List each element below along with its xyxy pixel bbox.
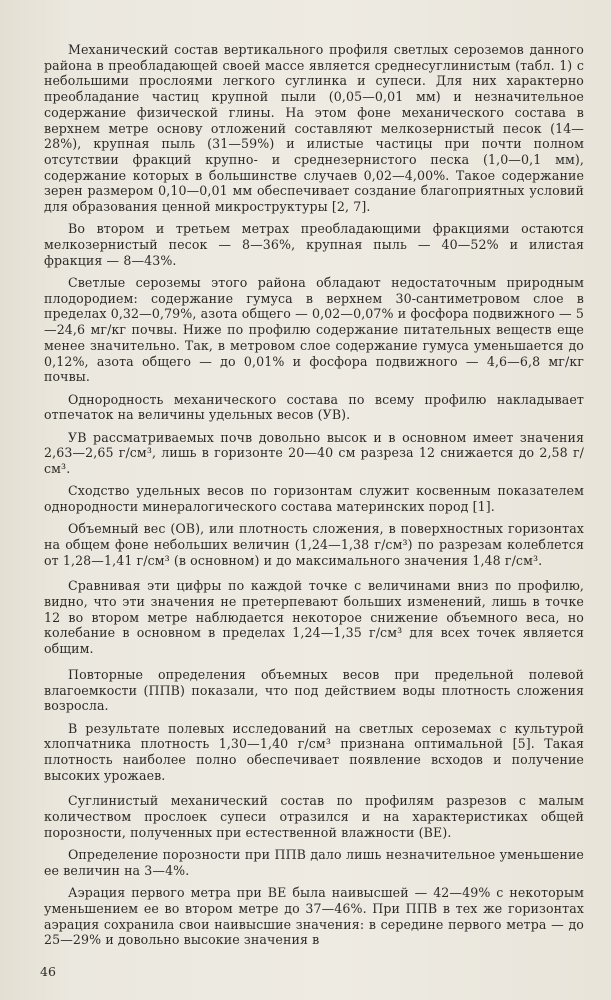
paragraph-bulk-density: Объемный вес (ОВ), или плотность сложения, в поверхностных горизонтах на общем фоне небольших величин (1,24—1,38 г/см³) по разрезам колеблется от 1,28—1,41 г/см³ (в основном) и до максимального значения 1,48 г/см³. xyxy=(44,521,584,568)
paragraph-second-third-meters: Во втором и третьем метрах преобладающими фракциями остаются мелкозернистый песок — 8—36%, крупная пыль — 40—52% и илистая фракция — 8—43%. xyxy=(44,221,584,268)
paragraph-aeration: Аэрация первого метра при ВЕ была наивысшей — 42—49% с некоторым уменьшением ее во втором метре до 37—46%. При ППВ в тех же горизонтах аэрация сохранила свои наивысшие значения: в середине первого метра — до 25—29% и довольно высокие значения в xyxy=(44,885,584,948)
paragraph-porosity: Определение порозности при ППВ дало лишь незначительное уменьшение ее величин на 3—4%. xyxy=(44,847,584,878)
paragraph-repeated-measurements: Повторные определения объемных весов при предельной полевой влагоемкости (ППВ) показали, что под действием воды плотность сложения возросла. xyxy=(44,666,584,714)
paragraph-specific-weight: УВ рассматриваемых почв довольно высок и в основном имеет значения 2,63—2,65 г/см³, лишь в горизонте 20—40 см разреза 12 снижается до 2,58 г/см³. xyxy=(44,429,584,476)
body-text xyxy=(44,42,584,955)
page-number: 46 xyxy=(40,964,56,979)
paragraph-loamy-composition: Суглинистый механический состав по профилям разрезов с малым количеством прослоек супеси отразился и на характеристиках общей порозности, полученных при естественной влажности (ВЕ). xyxy=(44,793,584,840)
paragraph-similarity: Сходство удельных весов по горизонтам служит косвенным показателем однородности минералогического состава материнских пород [1]. xyxy=(44,483,584,514)
paragraph-field-research: В результате полевых исследований на светлых сероземах с культурой хлопчатника плотность 1,30—1,40 г/см³ признана оптимальной [5]. Такая плотность наиболее полно обеспечивает появление всходов и получение высоких урожаев. xyxy=(44,720,584,783)
paragraph-homogeneity: Однородность механического состава по всему профилю накладывает отпечаток на величины удельных весов (УВ). xyxy=(44,391,584,423)
paragraph-fertility: Светлые сероземы этого района обладают недостаточным природным плодородием: содержание гумуса в верхнем 30-сантиметровом слое в пределах 0,32—0,79%, азота общего — 0,02—0,07% и фосфора подвижного — 5—24,6 мг/кг почвы. Ниже по профилю содержание питательных веществ еще менее значительно. Так, в метровом слое содержание гумуса уменьшается до 0,12%, азота общего — до 0,01% и фосфора подвижного — 4,6—6,8 мг/кг почвы. xyxy=(44,275,584,385)
paragraph-soil-composition: Механический состав вертикального профиля светлых сероземов данного района в преобладающей своей массе является среднесуглинистым (табл. 1) с небольшими прослоями легкого суглинка и супеси. Для них характерно преобладание частиц крупной пыли (0,05—0,01 мм) и незначительное содержание физической глины. На этом фоне механического состава в верхнем метре основу отложений составляют мелкозернистый песок (14—28%), крупная пыль (31—59%) и илистые частицы при почти полном отсутствии фракций крупно- и среднезернистого песка (1,0—0,1 мм), содержание которых в большинстве случаев 0,02—4,00%. Такое содержание зерен размером 0,10—0,01 мм обеспечивает создание благоприятных условий для образования ценной микроструктуры [2, 7]. xyxy=(44,42,584,215)
paragraph-comparison: Сравнивая эти цифры по каждой точке с величинами вниз по профилю, видно, что эти значения не претерпевают больших изменений, лишь в точке 12 во втором метре наблюдается некоторое снижение объемного веса, но колебание в основном в пределах 1,24—1,35 г/см³ для всех точек является общим. xyxy=(44,578,584,657)
